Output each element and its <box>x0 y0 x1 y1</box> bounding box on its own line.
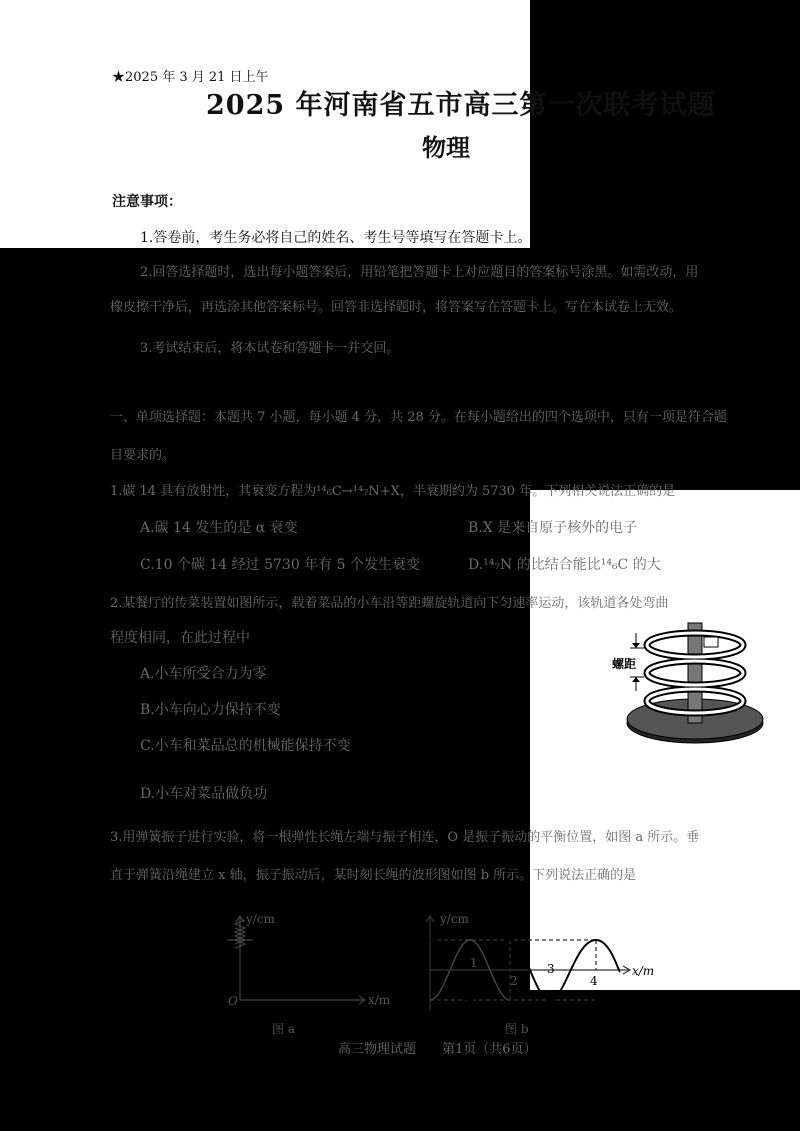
notice-item-3: 3.考试结束后，将本试卷和答题卡一并交回。 <box>140 341 400 356</box>
exam-title: 2025 年河南省五市高三第一次联考试题 <box>206 90 716 121</box>
figure-b-tick-1: 1 <box>470 956 478 970</box>
scan-dark-left <box>0 490 530 1131</box>
q1-option-b: B.X 是来自原子核外的电子 <box>468 520 638 536</box>
section-1-heading-cont: 目要求的。 <box>110 448 176 463</box>
notice-heading: 注意事项： <box>112 194 182 210</box>
scan-dark-top-right <box>530 0 800 248</box>
footer-page-number: 第1页（共6页） <box>442 1042 537 1057</box>
spiral-track-figure <box>600 615 770 755</box>
q2-stem-cont: 程度相同，在此过程中 <box>110 630 250 646</box>
figure-b-tick-4: 4 <box>590 974 598 988</box>
figure-a-origin: O <box>228 994 238 1008</box>
exam-date: ★2025 年 3 月 21 日上午 <box>112 70 269 85</box>
q1-option-a: A.碳 14 发生的是 α 衰变 <box>140 520 298 536</box>
figure-b-tick-3: 3 <box>547 962 555 976</box>
q3-stem-cont: 直于弹簧沿绳建立 x 轴，振子振动后，某时刻长绳的波形图如图 b 所示。下列说法正确的是 <box>110 868 637 883</box>
q1-option-c: C.10 个碳 14 经过 5730 年有 5 个发生衰变 <box>140 557 420 573</box>
q2-option-a: A.小车所受合力为零 <box>140 666 267 682</box>
q3-stem: 3.用弹簧振子进行实验，将一根弹性长绳左端与振子相连，O 是振子振动的平衡位置，如图 a 所示。垂 <box>110 830 700 845</box>
q2-option-c: C.小车和菜品总的机械能保持不变 <box>140 738 351 754</box>
figure-b-xlabel: x/m <box>632 964 655 978</box>
notice-item-2-cont: 橡皮擦干净后，再选涂其他答案标号。回答非选择题时，将答案写在答题卡上。写在本试卷上无效。 <box>110 300 683 315</box>
figure-b-tick-2: 2 <box>510 974 518 988</box>
q1-stem: 1.碳 14 具有放射性，其衰变方程为¹⁴₆C→¹⁴₇N+X，半衰期约为 5730 年。下列相关说法正确的是 <box>110 484 676 499</box>
q2-stem: 2.某餐厅的传菜装置如图所示，载着菜品的小车沿等距螺旋轨道向下匀速率运动，该轨道各处弯曲 <box>110 596 669 611</box>
figure-b-caption: 图 b <box>505 1022 529 1036</box>
subject-title: 物理 <box>422 133 470 162</box>
figure-a-caption: 图 a <box>272 1022 295 1036</box>
figure-a-xlabel: x/m <box>368 993 391 1007</box>
q2-option-d: D.小车对菜品做负功 <box>140 786 268 802</box>
q2-option-b: B.小车向心力保持不变 <box>140 702 281 718</box>
figure-a-axes <box>225 910 385 1020</box>
footer-subject: 高三物理试题 <box>338 1042 417 1057</box>
figure-a-ylabel: y/cm <box>246 912 275 926</box>
section-1-heading: 一、单项选择题：本题共 7 小题，每小题 4 分，共 28 分。在每小题给出的四个选项中，只有一项是符合题 <box>110 410 727 425</box>
q1-option-d: D.¹⁴₇N 的比结合能比¹⁴₆C 的大 <box>468 557 661 573</box>
spiral-pitch-label: 螺距 <box>612 657 637 671</box>
notice-item-2: 2.回答选择题时，选出每小题答案后，用铅笔把答题卡上对应题目的答案标号涂黑。如需改动，用 <box>140 265 699 280</box>
notice-item-1: 1.答卷前，考生务必将自己的姓名、考生号等填写在答题卡上。 <box>140 230 532 246</box>
figure-b-ylabel: y/cm <box>440 912 469 926</box>
